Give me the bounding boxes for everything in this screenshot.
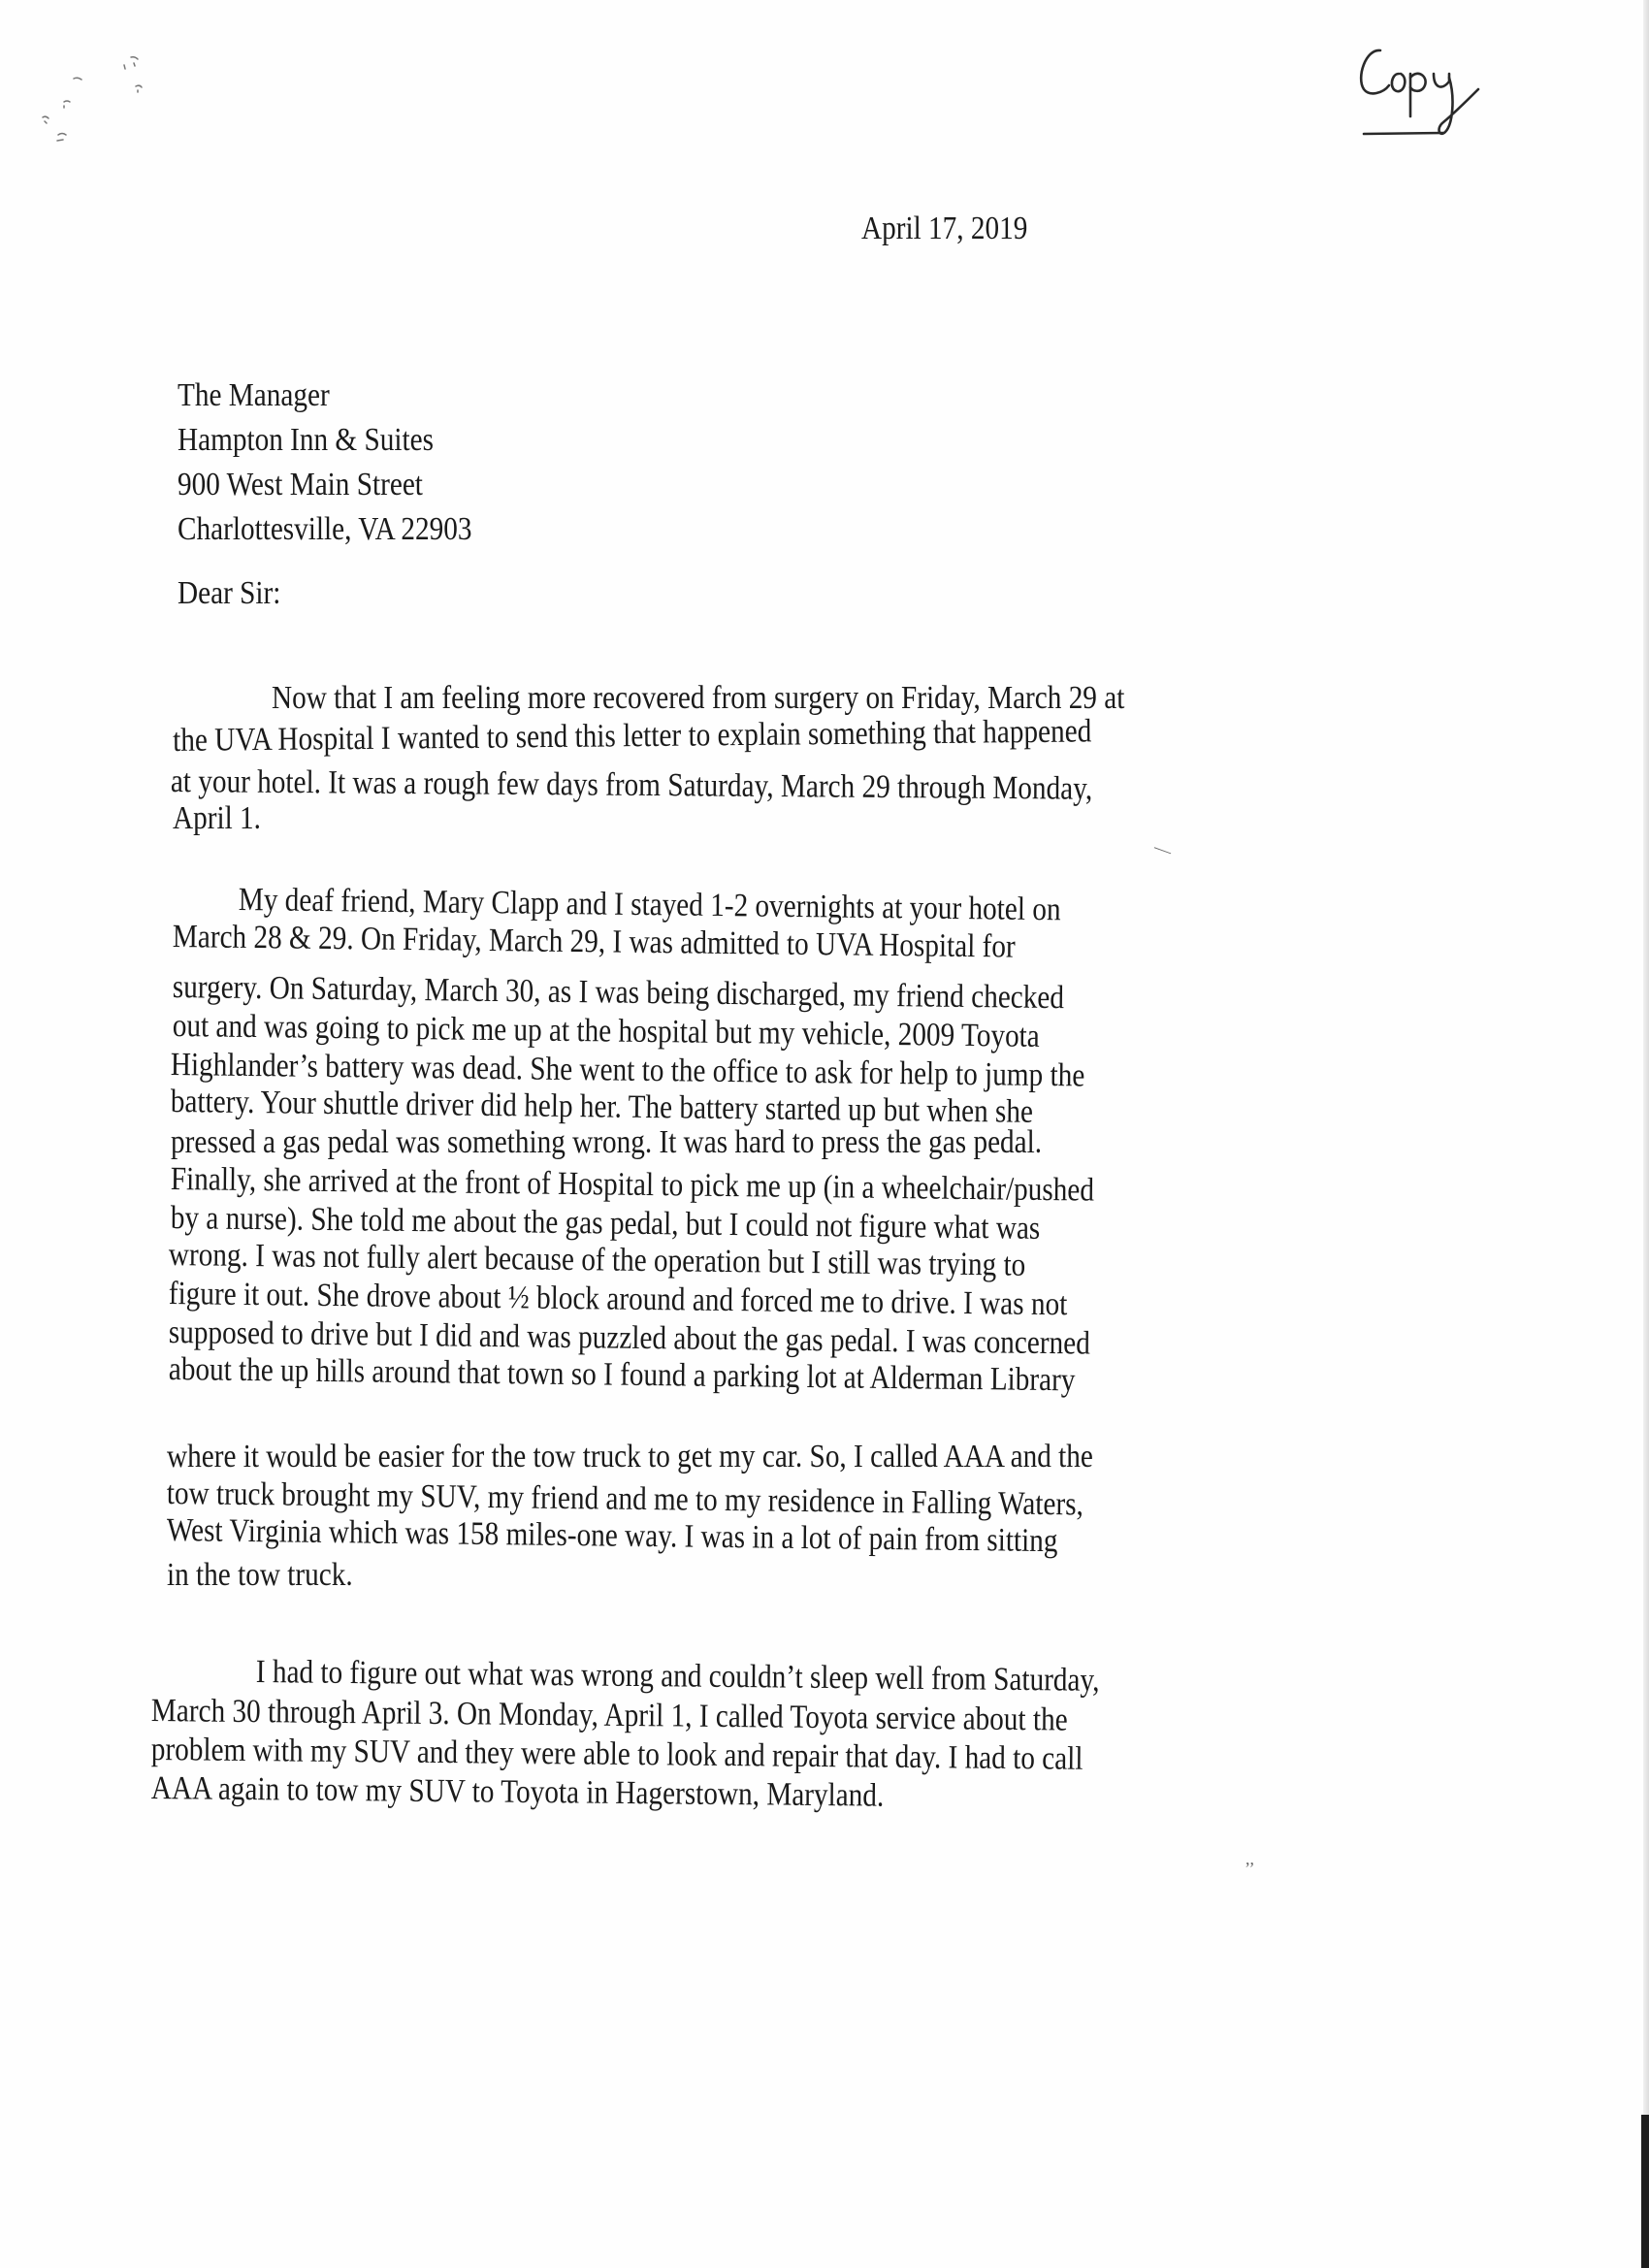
paragraph-line: out and was going to pick me up at the hospital but my vehicle, 2009 Toyota xyxy=(172,1008,1040,1054)
paragraph-line: pressed a gas pedal was something wrong. It was hard to press the gas pedal. xyxy=(171,1124,1043,1160)
paragraph-line: by a nurse). She told me about the gas pedal, but I could not figure what was xyxy=(170,1200,1041,1247)
paragraph-line: where it would be easier for the tow truck to get my car. So, I called AAA and the xyxy=(167,1439,1093,1474)
paragraph-line: tow truck brought my SUV, my friend and me to my residence in Falling Waters, xyxy=(166,1475,1084,1523)
paragraph-line: March 28 & 29. On Friday, March 29, I was admitted to UVA Hospital for xyxy=(172,919,1016,965)
paragraph-line: My deaf friend, Mary Clapp and I stayed 1-2 overnights at your hotel on xyxy=(238,882,1061,928)
paragraph-line: wrong. I was not fully alert because of the operation but I still was trying to xyxy=(168,1237,1026,1283)
paragraph-line: I had to figure out what was wrong and couldn’t sleep well from Saturday, xyxy=(255,1654,1100,1699)
handwritten-copy-annotation xyxy=(1348,39,1504,146)
paragraph-line: Finally, she arrived at the front of Hospital to pick me up (in a wheelchair/pushed xyxy=(170,1161,1095,1209)
scan-mark-decoration: ,, xyxy=(1245,1849,1254,1868)
paragraph-line: problem with my SUV and they were able to look and repair that day. I had to call xyxy=(150,1732,1083,1777)
recipient-line: Hampton Inn & Suites xyxy=(178,422,434,458)
paragraph-line: surgery. On Saturday, March 30, as I was being discharged, my friend checked xyxy=(172,969,1065,1017)
paragraph-line: Highlander’s battery was dead. She went to the office to ask for help to jump the xyxy=(170,1047,1085,1094)
paragraph-line: March 30 through April 3. On Monday, April 1, I called Toyota service about the xyxy=(150,1693,1068,1738)
paragraph-line: battery. Your shuttle driver did help her. The battery started up but when she xyxy=(170,1084,1034,1130)
salutation: Dear Sir: xyxy=(178,575,281,611)
recipient-line: 900 West Main Street xyxy=(178,467,423,502)
paragraph-line: supposed to drive but I did and was puzzled about the gas pedal. I was concerned xyxy=(168,1314,1090,1362)
paragraph-line: figure it out. She drove about ½ block around and forced me to drive. I was not xyxy=(168,1276,1068,1323)
paragraph-line: about the up hills around that town so I found a parking lot at Alderman Library xyxy=(168,1351,1076,1399)
paragraph-line: AAA again to tow my SUV to Toyota in Hagerstown, Maryland. xyxy=(150,1770,885,1814)
recipient-line: Charlottesville, VA 22903 xyxy=(178,511,472,547)
handwritten-copy-icon xyxy=(1348,39,1504,146)
paragraph-line: West Virginia which was 158 miles-one way. I was in a lot of pain from sitting xyxy=(166,1512,1058,1560)
paragraph-line: in the tow truck. xyxy=(167,1557,353,1593)
paragraph-line: the UVA Hospital I wanted to send this letter to explain something that happened xyxy=(172,713,1092,759)
scan-mark-decoration: — xyxy=(1151,836,1176,861)
recipient-line: The Manager xyxy=(178,377,330,413)
paragraph-line: at your hotel. It was a rough few days from Saturday, March 29 through Monday, xyxy=(170,763,1093,807)
letter-date: April 17, 2019 xyxy=(861,211,1028,246)
paragraph-line: Now that I am feeling more recovered from surgery on Friday, March 29 at xyxy=(272,680,1125,716)
paragraph-line: April 1. xyxy=(173,800,261,836)
scan-specks-decoration xyxy=(39,53,165,150)
recipient-address xyxy=(178,373,472,552)
page-edge-decoration xyxy=(1643,0,1649,2268)
scanner-edge-shadow xyxy=(1641,2115,1649,2268)
